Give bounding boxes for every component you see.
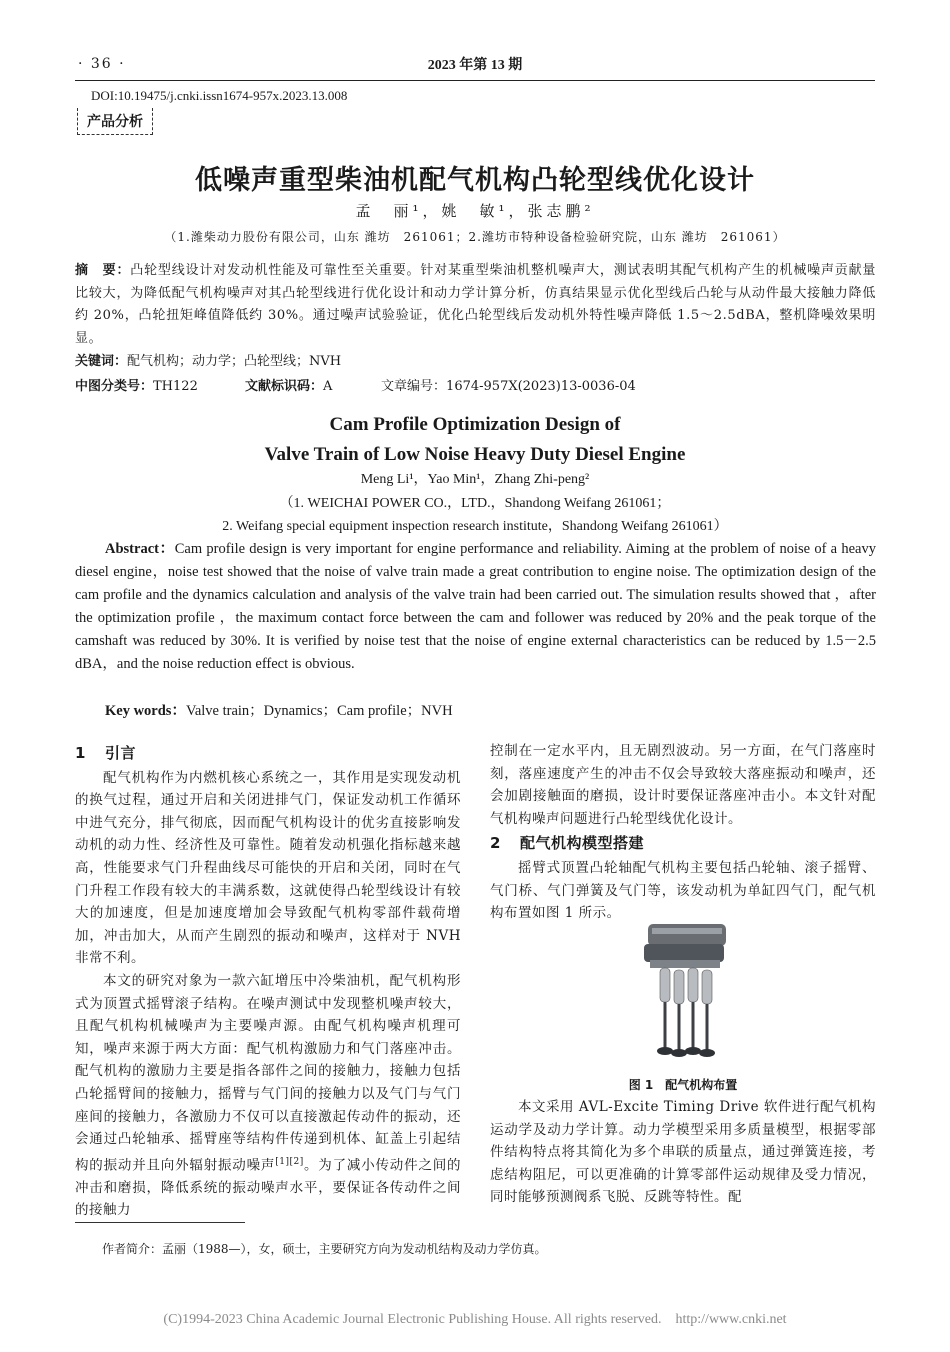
article-number-label: 文章编号： — [381, 379, 447, 394]
abstract-cn-label: 摘 要： — [75, 263, 131, 278]
copyright-notice: (C)1994-2023 China Academic Journal Electronic Publishing House. All rights reserved. http://www.cnki.net — [163, 1312, 787, 1327]
author-footnote: 作者简介：孟丽（1988—），女，硕士，主要研究方向为发动机结构及动力学仿真。 — [102, 1242, 547, 1256]
section2-paragraph-2: 本文采用 AVL-Excite Timing Drive 软件进行配气机构运动学及动力学计算。动力学模型采用多质量模型，根据零部件结构特点将其简化为多个串联的质量点，通过弹簧连接，考虑结构阻尼，可以更准确的计算零部件运动规律及受力情况，同时能够预测阀系飞脱、反跳等特性。配 — [490, 1099, 876, 1206]
camshaft-shape — [648, 924, 726, 946]
valve-train-figure — [630, 922, 730, 1062]
body-right-column — [490, 740, 876, 925]
authors-en: Meng Li¹，Yao Min¹，Zhang Zhi-peng² — [360, 472, 590, 487]
valve-head-4 — [699, 1049, 715, 1057]
valve-bridge-shape — [650, 960, 720, 968]
authors-cn: 孟 丽¹，姚 敏¹，张志鹏² — [355, 202, 595, 220]
citation-ref[interactable]: [1][2] — [275, 1156, 304, 1167]
section2-title: 配气机构模型搭建 — [520, 834, 645, 853]
article-number-value: 1674-957X(2023)13-0036-04 — [446, 379, 636, 394]
keywords-cn — [75, 350, 341, 369]
abstract-cn — [75, 260, 876, 350]
affiliation-en-1: （1. WEICHAI POWER CO.，LTD.，Shandong Weifang 261061； — [279, 496, 671, 511]
journal-issue: 2023 年第 13 期 — [427, 58, 523, 73]
valve-head-2 — [671, 1049, 687, 1057]
section2-paragraph-1: 摇臂式顶置凸轮轴配气机构主要包括凸轮轴、滚子摇臂、气门桥、气门弹簧及气门等，该发动机为单缸四气门，配气机构布置如图 1 所示。 — [490, 859, 876, 922]
footnote-rule — [75, 1222, 245, 1223]
section1-number: 1 — [75, 744, 86, 762]
abstract-en-label: Abstract： — [105, 541, 175, 557]
keywords-en-label: Key words： — [105, 703, 186, 719]
classification-row — [75, 375, 876, 394]
title-en — [0, 410, 950, 470]
section1-paragraph-2-text: 本文的研究对象为一款六缸增压中冷柴油机，配气机构形式为顶置式摇臂滚子结构。在噪声测试中发现整机噪声较大，且配气机构机械噪声为主要噪声源。由配气机构噪声机理可知，噪声来源于两大方面：配气机构激励力和气门落座冲击。配气机构的激励力主要是指各部件之间的接触力，接触力包括凸轮摇臂间的接触力，摇臂与气门间的接触力以及气门与气门座间的接触力，各激励力不仅可以直接激起传动件的振动，还会通过凸轮轴承、摇臂座等结构件传递到机体、缸盖上引起结构的振动并且向外辐射振动噪声 — [75, 972, 461, 1174]
section1-title: 引言 — [105, 744, 137, 762]
abstract-cn-text: 凸轮型线设计对发动机性能及可靠性至关重要。针对某重型柴油机整机噪声大，测试表明其配气机构产生的机械噪声贡献量比较大，为降低配气机构噪声对其凸轮型线进行优化设计和动力学计算分析，仿真结果显示优化型线后凸轮与从动件最大接触力降低约 20%，凸轮扭矩峰值降低约 30%。通过噪声试验验证，优化凸轮型线后发动机外特性噪声降低 1.5～2.5dBA，整机降噪效果明显。 — [75, 263, 876, 346]
body-right-column-lower — [490, 1096, 876, 1209]
figure-caption: 图 1 配气机构布置 — [628, 1078, 738, 1092]
clc-label: 中图分类号： — [75, 379, 154, 394]
doc-code-value: A — [323, 379, 333, 394]
section2-heading — [490, 832, 876, 855]
rocker-arms-shape — [644, 944, 724, 962]
abstract-en-text: Cam profile design is very important for engine performance and reliability. Aiming at the problem of noise of a heavy diesel engine，noise test showed that the noise of valve train made a great contribution to engine noise. The optimization design of the cam profile and the dynamics calculation and analysis of the valve train had been carried out. The simulation results showed that ，after the optimization profile ，the maximum contact force between the cam and follower was reduced by 20% and the peak torque of the camshaft was reduced by 30%. It is verified by noise test that the noise of engine external characteristics can be reduced by 1.5－2.5 dBA，and the noise reduction effect is obvious. — [75, 541, 876, 672]
doi[interactable]: DOI:10.19475/j.cnki.issn1674-957x.2023.13.008 — [91, 88, 348, 103]
keywords-cn-text: 配气机构；动力学；凸轮型线；NVH — [127, 354, 342, 369]
section1-paragraph-2-tail: 。为了减小传动件之间的冲击和磨损，降低系统的振动噪声水平，要保证各传动件之间的接触力 — [75, 1157, 462, 1219]
title-en-line1: Cam Profile Optimization Design of — [329, 414, 621, 435]
section1-paragraph-2 — [75, 970, 461, 1222]
affiliation-cn: （1.潍柴动力股份有限公司，山东 潍坊 261061；2.潍坊市特种设备检验研究院，山东 潍坊 261061） — [164, 230, 786, 244]
valve-springs — [660, 968, 712, 1004]
doc-code-label: 文献标识码： — [245, 379, 324, 394]
title-en-line2: Valve Train of Low Noise Heavy Duty Diesel Engine — [264, 444, 686, 465]
affiliation-en-2: 2. Weifang special equipment inspection research institute，Shandong Weifang 261061） — [222, 519, 728, 534]
section1-paragraph-1: 配气机构作为内燃机核心系统之一，其作用是实现发动机的换气过程，通过开启和关闭进排气门，保证发动机工作循环中进气充分，排气彻底，因而配气机构设计的优劣直接影响发动机的动力性、经济性及可靠性。随着发动机强化指标越来越高，性能要求气门升程曲线尽可能快的开启和关闭，同时在气门升程工作段有较大的丰满系数，这就使得凸轮型线设计有较大的加速度，但是加速度增加会导致配气机构零部件载荷增加，冲击加大，从而产生剧烈的振动和噪声，这样对于 NVH 非常不利。 — [75, 769, 461, 967]
abstract-en — [75, 538, 876, 676]
keywords-en — [105, 699, 453, 720]
spring-1 — [660, 968, 670, 1002]
header-rule — [75, 80, 875, 81]
camshaft-highlight — [652, 928, 722, 934]
category-label: 产品分析 — [77, 108, 153, 135]
title-cn: 低噪声重型柴油机配气机构凸轮型线优化设计 — [195, 165, 755, 196]
valve-stems — [665, 1002, 707, 1050]
clc-value: TH122 — [153, 379, 198, 394]
spring-2 — [674, 970, 684, 1004]
keywords-en-text: Valve train；Dynamics；Cam profile；NVH — [185, 703, 453, 719]
valve-head-1 — [657, 1047, 673, 1055]
spring-3 — [688, 968, 698, 1002]
section1-heading — [75, 742, 461, 765]
keywords-cn-label: 关键词： — [75, 354, 128, 369]
page-number: · 36 · — [78, 56, 126, 72]
section2-number: 2 — [490, 834, 501, 853]
valve-head-3 — [685, 1047, 701, 1055]
section1-paragraph-3: 控制在一定水平内，且无剧烈波动。另一方面，在气门落座时刻，落座速度产生的冲击不仅会导致较大落座振动和噪声，还会加剧接触面的磨损，设计时要保证落座冲击小。本文针对配气机构噪声问题进行凸轮型线优化设计。 — [490, 743, 876, 827]
body-left-column — [75, 740, 461, 1222]
spring-4 — [702, 970, 712, 1004]
